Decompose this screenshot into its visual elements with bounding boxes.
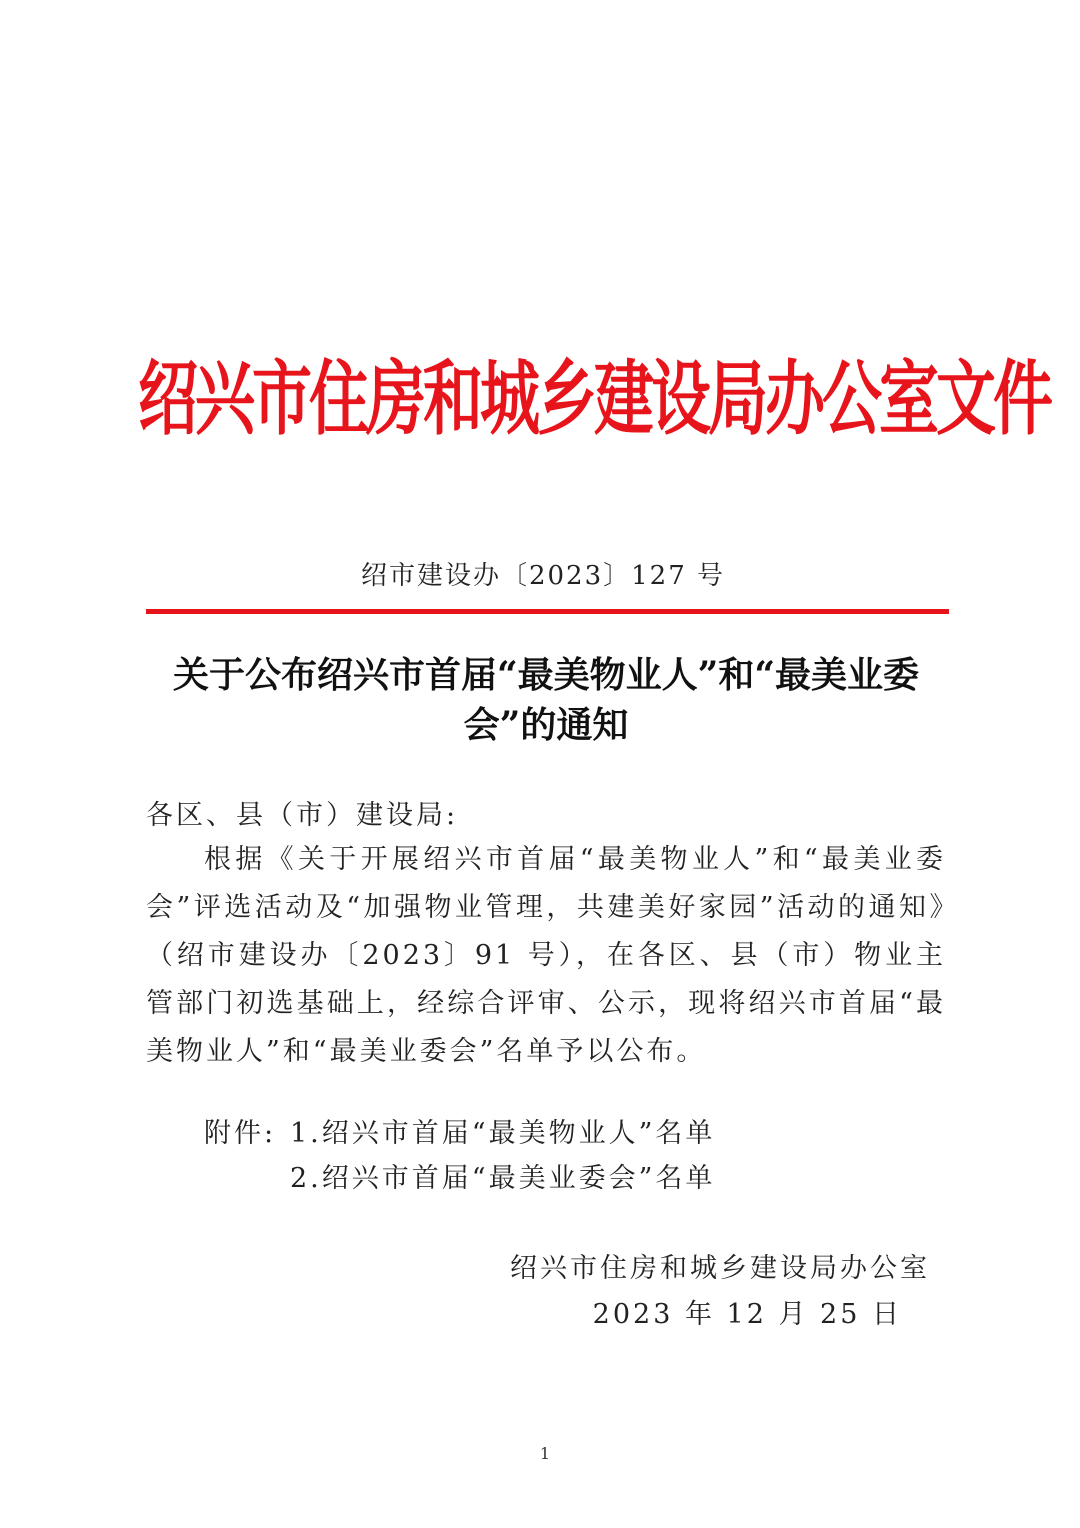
salutation: 各区、县（市）建设局: bbox=[146, 800, 459, 831]
attachments-label: 附件: bbox=[204, 1118, 277, 1149]
notice-title: 关于公布绍兴市首届“最美物业人”和“最美业委会”的通知 bbox=[172, 654, 920, 746]
body-paragraph: 根据《关于开展绍兴市首届“最美物业人”和“最美业委会”评选活动及“加强物业管理，共建美好家园”活动的通知》（绍市建设办〔2023〕91 号），在各区、县（市）物业主管部门初选基础上，经综合评审、公示，现将绍兴市首届“最美物业人”和“最美业委会”名单予以公布。 bbox=[146, 844, 946, 1067]
issue-date: 2023 年 12 月 25 日 bbox=[592, 1299, 902, 1330]
attachment-item-1: 1.绍兴市首届“最美物业人”名单 bbox=[290, 1118, 716, 1149]
document-number: 绍市建设办〔2023〕127 号 bbox=[360, 561, 726, 591]
attachment-item-2: 2.绍兴市首届“最美业委会”名单 bbox=[290, 1163, 716, 1194]
page-number: 1 bbox=[539, 1444, 551, 1463]
red-separator-line bbox=[146, 609, 949, 614]
document-header-title: 绍兴市住房和城乡建设局办公室文件 bbox=[138, 352, 1050, 448]
issuer-signature: 绍兴市住房和城乡建设局办公室 bbox=[510, 1253, 930, 1284]
